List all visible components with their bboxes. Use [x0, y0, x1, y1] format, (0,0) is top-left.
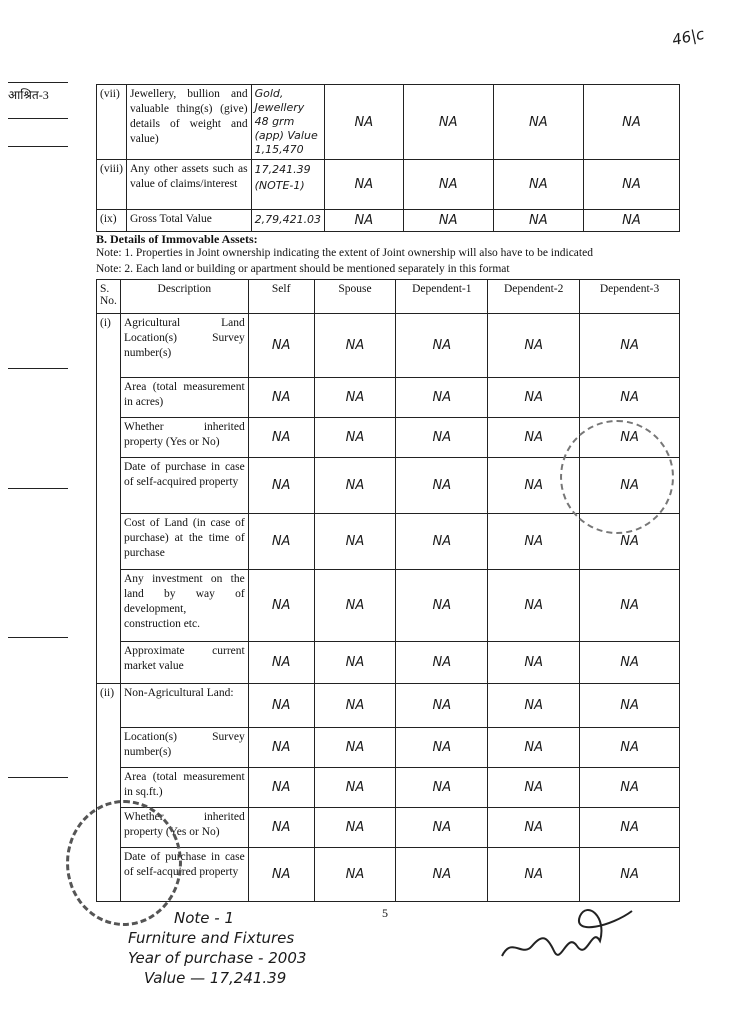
row-description: Location(s) Survey number(s): [120, 728, 248, 768]
dependent2-value: NA: [488, 418, 580, 458]
group-number: (i): [97, 314, 121, 684]
dependent2-value: NA: [488, 684, 580, 728]
row-description: Whether inherited property (Yes or No): [120, 808, 248, 848]
dependent3-value: NA: [580, 418, 680, 458]
dependent2-value: NA: [493, 160, 583, 210]
self-value: NA: [248, 314, 314, 378]
dependent3-value: NA: [583, 210, 679, 232]
table-row: [97, 570, 680, 642]
spouse-value: NA: [325, 85, 404, 160]
self-value: NA: [248, 768, 314, 808]
official-seal-stamp: [560, 420, 674, 534]
dependent1-value: NA: [396, 808, 488, 848]
footnote-value: Value — 17,241.39: [144, 969, 287, 987]
table-row: [97, 378, 680, 418]
row-description: Gross Total Value: [127, 210, 252, 232]
header-sno: S. No.: [97, 280, 121, 314]
table-row: [97, 642, 680, 684]
margin-rule: [8, 118, 68, 119]
row-description: Date of purchase in case of self-acquired property: [120, 848, 248, 902]
spouse-value: NA: [314, 808, 396, 848]
dependent2-value: NA: [488, 728, 580, 768]
immovable-assets-table: [96, 279, 680, 902]
self-value: NA: [248, 848, 314, 902]
margin-rule: [8, 368, 68, 369]
margin-rule: [8, 488, 68, 489]
header-dependent-1: Dependent-1: [396, 280, 488, 314]
dependent1-value: NA: [403, 85, 493, 160]
row-description: Any investment on the land by way of development, construction etc.: [120, 570, 248, 642]
dependent1-value: NA: [396, 768, 488, 808]
row-number: (viii): [97, 160, 127, 210]
dependent3-value: NA: [580, 848, 680, 902]
self-value: Gold, Jewellery 48 grm (app) Value 1,15,470: [251, 85, 324, 160]
dependent1-value: NA: [403, 210, 493, 232]
dependent1-value: NA: [396, 684, 488, 728]
self-value: NA: [248, 514, 314, 570]
dependent3-value: NA: [580, 768, 680, 808]
dependent2-value: NA: [493, 85, 583, 160]
header-description: Description: [120, 280, 248, 314]
row-description: Area (total measurement in acres): [120, 378, 248, 418]
row-description: Approximate current market value: [120, 642, 248, 684]
self-value: NA: [248, 728, 314, 768]
self-value: NA: [248, 570, 314, 642]
self-value: NA: [248, 458, 314, 514]
dependent1-value: NA: [396, 418, 488, 458]
dependent3-value: NA: [580, 808, 680, 848]
dependent2-value: NA: [488, 458, 580, 514]
margin-rule: [8, 777, 68, 778]
row-description: Any other assets such as value of claims/interest: [127, 160, 252, 210]
dependent1-value: NA: [403, 160, 493, 210]
spouse-value: NA: [314, 514, 396, 570]
spouse-value: NA: [314, 768, 396, 808]
dependent2-value: NA: [488, 808, 580, 848]
row-description: Non-Agricultural Land:: [120, 684, 248, 728]
dependent1-value: NA: [396, 314, 488, 378]
self-value: 2,79,421.03: [251, 210, 324, 232]
dependent2-value: NA: [488, 378, 580, 418]
footnote-year: Year of purchase - 2003: [128, 949, 307, 967]
dependent2-value: NA: [488, 848, 580, 902]
dependent3-value: NA: [580, 458, 680, 514]
dependent2-value: NA: [488, 768, 580, 808]
row-number: (ix): [97, 210, 127, 232]
spouse-value: NA: [314, 728, 396, 768]
table-row: [97, 684, 680, 728]
table-row: [97, 768, 680, 808]
row-description: Agricultural Land Location(s) Survey number(s): [120, 314, 248, 378]
row-description: Cost of Land (in case of purchase) at the time of purchase: [120, 514, 248, 570]
annex-label: आश्रित-3: [8, 88, 49, 102]
dependent2-value: NA: [488, 314, 580, 378]
handwritten-footnote: [128, 908, 306, 988]
self-value: NA: [248, 642, 314, 684]
dependent3-value: NA: [580, 684, 680, 728]
self-value: 17,241.39 (NOTE-1): [251, 160, 324, 210]
dependent1-value: NA: [396, 514, 488, 570]
table-row: [97, 314, 680, 378]
dependent1-value: NA: [396, 728, 488, 768]
self-value: NA: [248, 418, 314, 458]
spouse-value: NA: [314, 378, 396, 418]
non-agricultural-land-group: [97, 684, 680, 902]
header-dependent-3: Dependent-3: [580, 280, 680, 314]
header-dependent-2: Dependent-2: [488, 280, 580, 314]
note-2: Note: 2. Each land or building or apartment should be mentioned separately in this format: [96, 263, 510, 275]
margin-rule: [8, 82, 68, 83]
dependent3-value: NA: [580, 314, 680, 378]
dependent3-value: NA: [583, 160, 679, 210]
row-description: Whether inherited property (Yes or No): [120, 418, 248, 458]
spouse-value: NA: [314, 418, 396, 458]
header-spouse: Spouse: [314, 280, 396, 314]
row-description: Area (total measurement in sq.ft.): [120, 768, 248, 808]
spouse-value: NA: [314, 684, 396, 728]
dependent1-value: NA: [396, 570, 488, 642]
row-description: Jewellery, bullion and valuable thing(s) (give) details of weight and value): [127, 85, 252, 160]
spouse-value: NA: [325, 160, 404, 210]
note-1: Note: 1. Properties in Joint ownership indicating the extent of Joint ownership will also have to be indicated: [96, 247, 593, 259]
margin-rule: [8, 637, 68, 638]
table-row: [97, 848, 680, 902]
margin-rule: [8, 146, 68, 147]
spouse-value: NA: [314, 314, 396, 378]
row-number: (vii): [97, 85, 127, 160]
footnote-title: Note - 1: [174, 909, 234, 927]
dependent3-value: NA: [580, 642, 680, 684]
signature: [492, 896, 642, 976]
section-heading: B. Details of Immovable Assets:: [96, 232, 258, 246]
footnote-item: Furniture and Fixtures: [128, 929, 295, 947]
self-value: NA: [248, 808, 314, 848]
dependent3-value: NA: [580, 728, 680, 768]
table-row: [97, 85, 680, 160]
self-value: NA: [248, 684, 314, 728]
dependent1-value: NA: [396, 458, 488, 514]
page-number: 5: [382, 906, 388, 920]
dependent2-value: NA: [493, 210, 583, 232]
dependent3-value: NA: [583, 85, 679, 160]
spouse-value: NA: [314, 642, 396, 684]
movable-assets-table-continued: [96, 84, 680, 232]
dependent1-value: NA: [396, 642, 488, 684]
spouse-value: NA: [325, 210, 404, 232]
dependent3-value: NA: [580, 378, 680, 418]
row-description: Date of purchase in case of self-acquired property: [120, 458, 248, 514]
table-row: [97, 160, 680, 210]
group-number: (ii): [97, 684, 121, 902]
table-header-row: [97, 280, 680, 314]
spouse-value: NA: [314, 458, 396, 514]
corner-annotation: 46|c: [670, 24, 706, 50]
dependent2-value: NA: [488, 642, 580, 684]
dependent1-value: NA: [396, 378, 488, 418]
dependent2-value: NA: [488, 514, 580, 570]
table-row: [97, 808, 680, 848]
dependent3-value: NA: [580, 514, 680, 570]
table-row: [97, 210, 680, 232]
spouse-value: NA: [314, 570, 396, 642]
header-self: Self: [248, 280, 314, 314]
self-value: NA: [248, 378, 314, 418]
dependent2-value: NA: [488, 570, 580, 642]
dependent1-value: NA: [396, 848, 488, 902]
table-row: [97, 728, 680, 768]
spouse-value: NA: [314, 848, 396, 902]
dependent3-value: NA: [580, 570, 680, 642]
